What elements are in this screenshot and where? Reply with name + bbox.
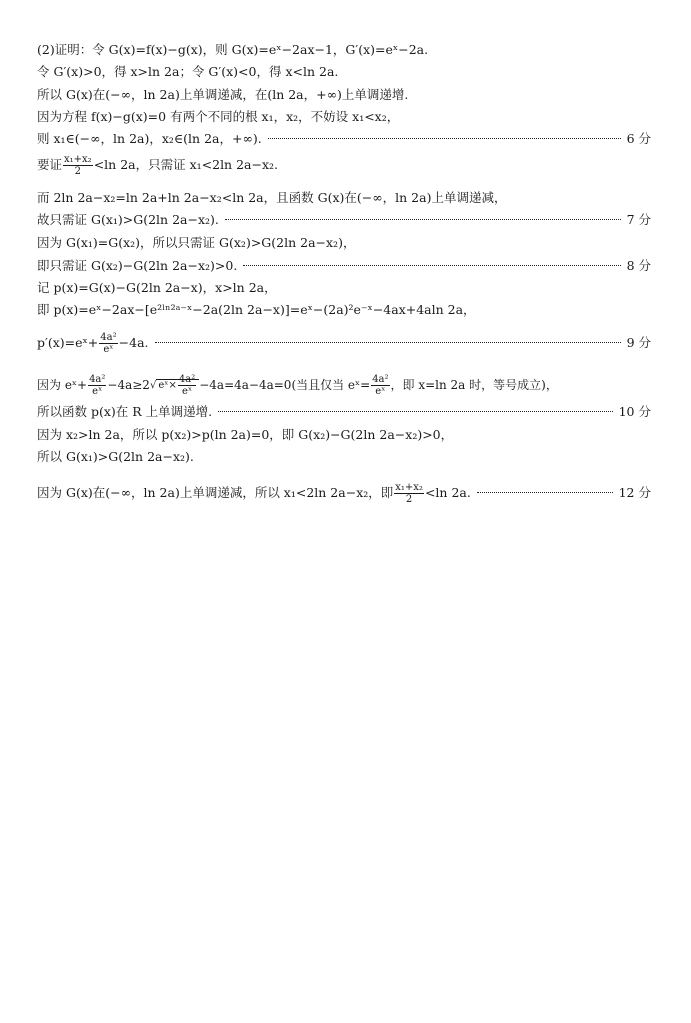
line-text: 则 x₁∈(−∞，ln 2a)，x₂∈(ln 2a，+∞). [37, 131, 262, 146]
line-text: 所以 G(x)在(−∞，ln 2a)上单调递减，在(ln 2a，+∞)上单调递增. [37, 87, 409, 102]
line-text: <ln 2a. [424, 485, 471, 500]
fraction-denominator: eˣ [181, 386, 193, 397]
line-text: −4a. [118, 335, 149, 350]
line-text: p′(x)=eˣ+ [37, 335, 99, 350]
score-label: 10 分 [618, 404, 651, 419]
line-text: 故只需证 G(x₁)>G(2ln 2a−x₂). [37, 212, 219, 227]
solution-line-scored [37, 482, 651, 505]
solution-line [37, 64, 651, 80]
solution-line [37, 449, 651, 465]
line-text: −4a≥2 [107, 378, 150, 392]
fraction [178, 374, 196, 397]
solution-line [37, 235, 651, 251]
line-text: −4a=4a−4a=0(当且仅当 eˣ= [199, 378, 371, 392]
line-text: 即只需证 G(x₂)−G(2ln 2a−x₂)>0. [37, 258, 238, 273]
square-root: √ eˣ× $\frac{\text{4a²}}{\text{eˣ}}$ [150, 374, 199, 397]
line-text: ，即 x=ln 2a 时，等号成立)， [390, 378, 558, 392]
score-label: 8 分 [626, 258, 651, 273]
line-text: 令 G′(x)>0，得 x>ln 2a；令 G′(x)<0，得 x<ln 2a. [37, 64, 339, 79]
score-label: 7 分 [626, 212, 651, 227]
solution-line-scored [37, 332, 651, 355]
fraction-numerator: 4a² [372, 374, 389, 385]
dot-leader [218, 411, 612, 412]
radicand [156, 374, 199, 397]
score-label: 6 分 [626, 131, 651, 146]
line-text: 即 p(x)=eˣ−2ax−[e²ˡⁿ²ᵃ⁻ˣ−2a(2ln 2a−x)]=eˣ−(2a)²e⁻ˣ−4ax+4aln 2a， [37, 302, 476, 317]
dot-leader [243, 265, 620, 266]
dot-leader [477, 492, 613, 493]
line-text: 所以 G(x₁)>G(2ln 2a−x₂). [37, 449, 194, 464]
line-content [37, 332, 149, 355]
fraction [99, 332, 117, 355]
fraction [88, 374, 106, 397]
solution-line [37, 42, 651, 58]
solution-line [37, 109, 651, 125]
solution-line [37, 190, 651, 206]
line-text: 而 2ln 2a−x₂=ln 2a+ln 2a−x₂<ln 2a，且函数 G(x)在(−∞，ln 2a)上单调递减， [37, 190, 507, 205]
solution-line-scored [37, 212, 651, 228]
fraction-denominator: 2 [74, 166, 82, 177]
dot-leader [225, 219, 621, 220]
fraction [63, 154, 93, 177]
line-text: <ln 2a，只需证 x₁<2ln 2a−x₂. [93, 157, 278, 172]
line-text: 要证 [37, 157, 63, 172]
line-content [37, 482, 471, 505]
solution-line-scored [37, 131, 651, 147]
score-label: 9 分 [626, 335, 651, 350]
fraction-denominator: eˣ [375, 386, 386, 397]
line-text: (2)证明：令 G(x)=f(x)−g(x)，则 G(x)=eˣ−2ax−1，G′(x)=eˣ−2a. [37, 42, 429, 57]
line-text: 因为 x₂>ln 2a，所以 p(x₂)>p(ln 2a)=0，即 G(x₂)−G(2ln 2a−x₂)>0， [37, 427, 454, 442]
solution-line [37, 87, 651, 103]
fraction-numerator: 4a² [100, 332, 117, 343]
solution-line [37, 154, 651, 177]
fraction-numerator: x₁+x₂ [395, 482, 423, 493]
fraction-numerator: 4a² [178, 374, 196, 385]
line-text: 因为 G(x₁)=G(x₂)，所以只需证 G(x₂)>G(2ln 2a−x₂)， [37, 235, 356, 250]
solution-line [37, 374, 651, 397]
line-text: 所以函数 p(x)在 R 上单调递增. [37, 404, 213, 419]
solution-line [37, 280, 651, 296]
fraction-denominator: 2 [405, 494, 413, 505]
score-label: 12 分 [618, 485, 651, 500]
radicand-text: eˣ× [158, 380, 177, 391]
solution-line [37, 427, 651, 443]
dot-leader [268, 138, 621, 139]
line-text: 因为 G(x)在(−∞，ln 2a)上单调递减，所以 x₁<2ln 2a−x₂，即 [37, 485, 394, 500]
fraction-numerator: 4a² [89, 374, 106, 385]
line-text: 记 p(x)=G(x)−G(2ln 2a−x)，x>ln 2a， [37, 280, 277, 295]
solution-line [37, 302, 651, 318]
dot-leader [155, 342, 621, 343]
fraction-numerator: x₁+x₂ [64, 154, 92, 165]
line-text: 因为方程 f(x)−g(x)=0 有两个不同的根 x₁，x₂，不妨设 x₁<x₂， [37, 109, 400, 124]
line-text: 因为 eˣ+ [37, 378, 88, 392]
fraction-denominator: eˣ [103, 344, 114, 355]
fraction-denominator: eˣ [92, 386, 103, 397]
fraction [371, 374, 389, 397]
solution-line-scored [37, 258, 651, 274]
fraction [394, 482, 424, 505]
solution-line-scored [37, 404, 651, 420]
